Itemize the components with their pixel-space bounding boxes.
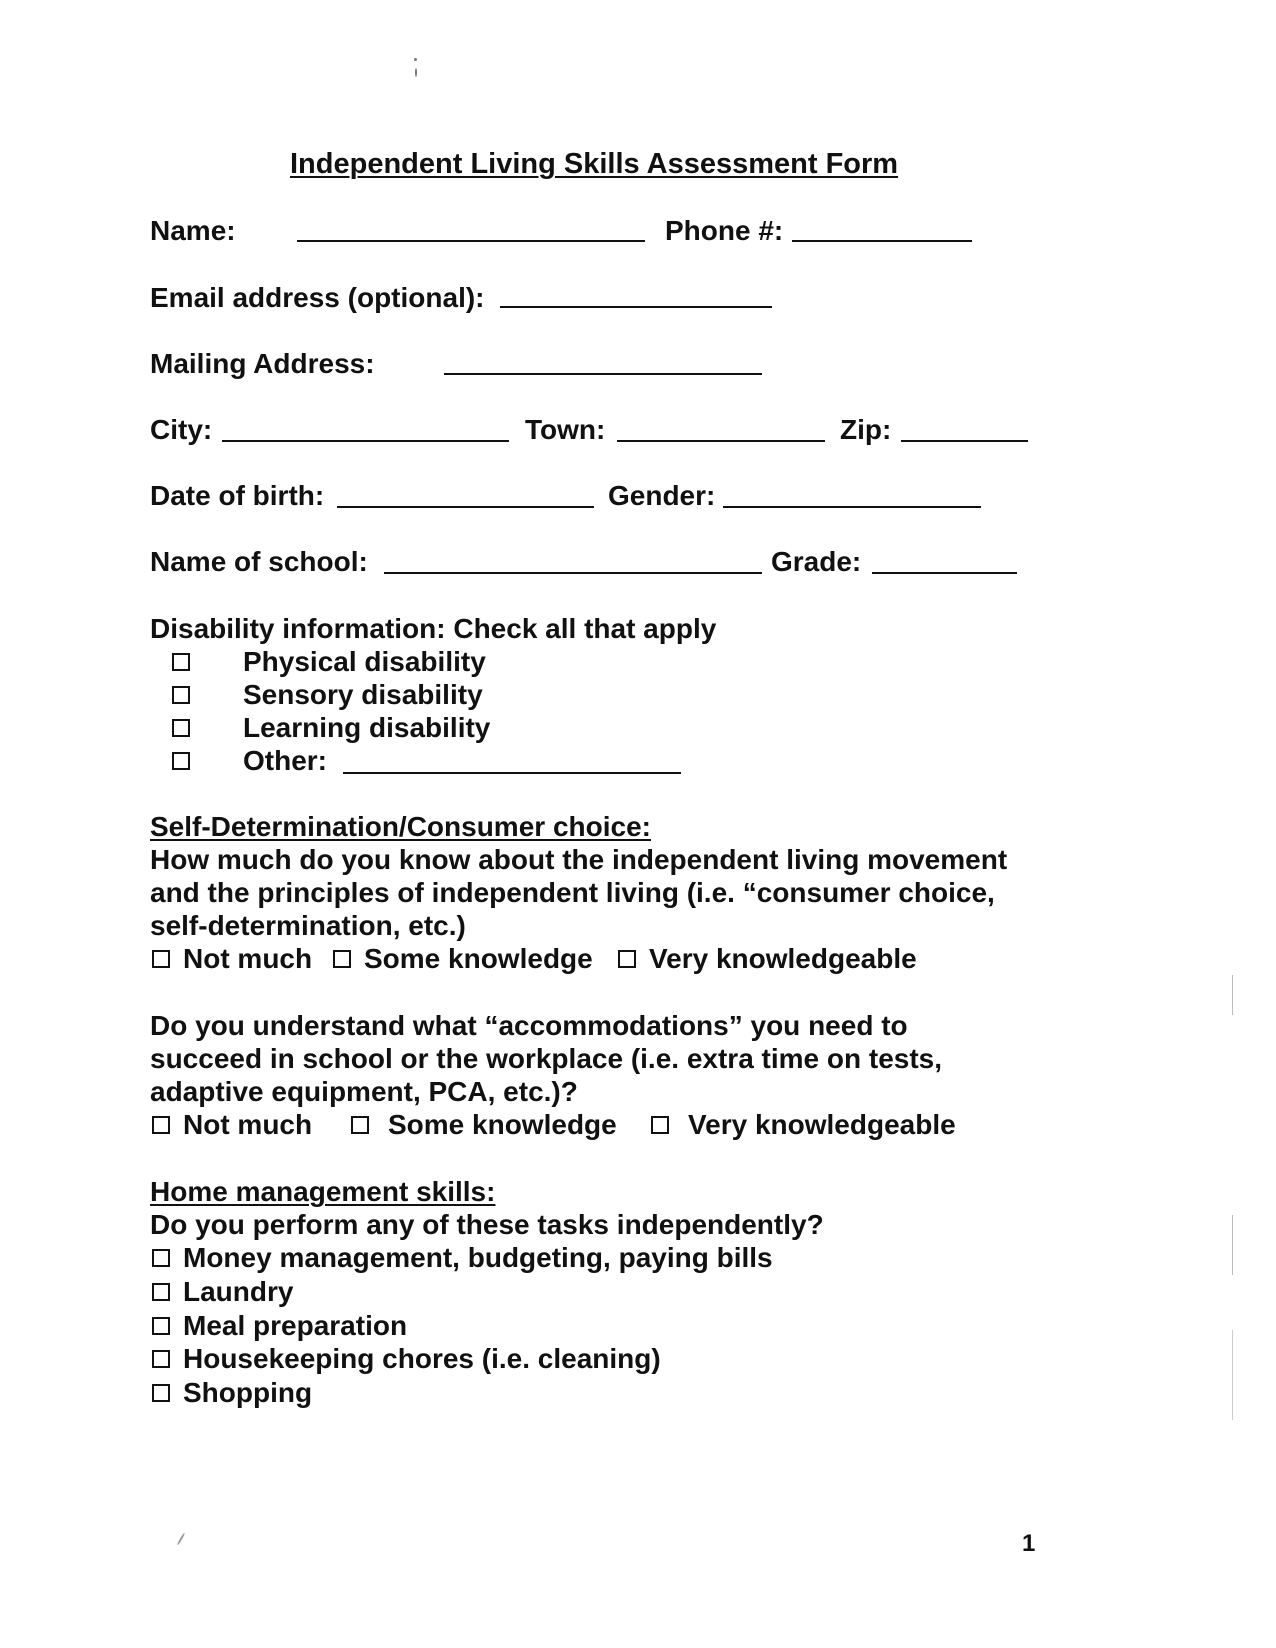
email-label: Email address (optional): [150,282,485,313]
shopping-label: Shopping [183,1377,313,1408]
grade-field[interactable] [872,572,1017,574]
phone-label: Phone #: [665,215,784,246]
town-label: Town: [525,414,606,445]
scan-speck [414,58,417,61]
q1-not-much-checkbox[interactable] [152,950,170,968]
dob-label: Date of birth: [150,480,325,511]
school-field[interactable] [384,572,762,574]
dob-field[interactable] [337,506,594,508]
q1-text-line: and the principles of independent living (i.e. “consumer choice, [150,877,995,908]
q1-some-knowledge-label: Some knowledge [364,943,593,974]
meal-preparation-checkbox[interactable] [152,1317,170,1335]
laundry-label: Laundry [183,1276,294,1307]
home-management-heading: Home management skills: [150,1176,496,1207]
q2-very-knowledgeable-checkbox[interactable] [651,1116,669,1134]
zip-label: Zip: [840,414,892,445]
form-title: Independent Living Skills Assessment Form [290,148,899,180]
q2-text-line: succeed in school or the workplace (i.e. extra time on tests, [150,1043,943,1074]
q2-some-knowledge-checkbox[interactable] [351,1116,369,1134]
other-disability-field[interactable] [343,772,681,774]
home-management-question: Do you perform any of these tasks independently? [150,1209,824,1240]
housekeeping-checkbox[interactable] [152,1350,170,1368]
q1-text-line: How much do you know about the independent living movement [150,844,1008,875]
laundry-checkbox[interactable] [152,1283,170,1301]
scan-speck [1232,975,1233,1015]
grade-label: Grade: [771,546,862,577]
city-field[interactable] [222,440,509,442]
physical-disability-label: Physical disability [243,646,486,677]
other-disability-label: Other: [243,745,327,776]
mailing-address-label: Mailing Address: [150,348,375,379]
shopping-checkbox[interactable] [152,1384,170,1402]
sensory-disability-label: Sensory disability [243,679,483,710]
money-management-checkbox[interactable] [152,1249,170,1267]
learning-disability-label: Learning disability [243,712,491,743]
scan-speck [1232,1330,1233,1420]
city-label: City: [150,414,213,445]
q2-text-line: adaptive equipment, PCA, etc.)? [150,1076,578,1107]
q1-not-much-label: Not much [183,943,313,974]
disability-heading: Disability information: Check all that apply [150,613,717,644]
learning-disability-checkbox[interactable] [172,719,190,737]
physical-disability-checkbox[interactable] [172,653,190,671]
name-label: Name: [150,215,236,246]
q2-not-much-checkbox[interactable] [152,1116,170,1134]
q2-text-line: Do you understand what “accommodations” you need to [150,1010,908,1041]
q1-text-line: self-determination, etc.) [150,910,466,941]
school-label: Name of school: [150,546,368,577]
meal-preparation-label: Meal preparation [183,1310,408,1341]
scan-speck [415,68,417,77]
q1-some-knowledge-checkbox[interactable] [333,950,351,968]
page-number: 1 [1022,1530,1036,1557]
gender-field[interactable] [723,506,981,508]
mailing-address-field[interactable] [444,373,762,375]
q2-very-knowledgeable-label: Very knowledgeable [688,1109,956,1140]
zip-field[interactable] [901,440,1028,442]
name-field[interactable] [297,240,645,242]
q2-not-much-label: Not much [183,1109,313,1140]
q2-some-knowledge-label: Some knowledge [388,1109,617,1140]
scan-speck [177,1532,186,1545]
money-management-label: Money management, budgeting, paying bills [183,1242,773,1273]
town-field[interactable] [617,440,825,442]
scan-speck [1232,1215,1233,1275]
q1-very-knowledgeable-checkbox[interactable] [618,950,636,968]
self-determination-heading: Self-Determination/Consumer choice: [150,811,651,842]
email-field[interactable] [500,306,772,308]
phone-field[interactable] [792,240,972,242]
other-disability-checkbox[interactable] [172,752,190,770]
q1-very-knowledgeable-label: Very knowledgeable [649,943,917,974]
sensory-disability-checkbox[interactable] [172,686,190,704]
housekeeping-label: Housekeeping chores (i.e. cleaning) [183,1343,661,1374]
gender-label: Gender: [608,480,716,511]
